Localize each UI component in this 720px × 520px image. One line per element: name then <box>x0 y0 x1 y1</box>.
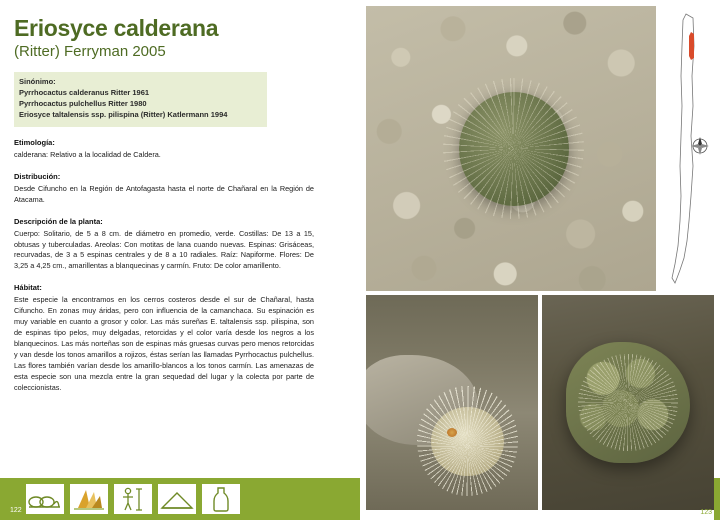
synonym-heading: Sinónimo: <box>19 77 56 87</box>
page-title: Eriosyce calderana <box>14 15 219 41</box>
right-footer-accent <box>714 478 720 520</box>
cactus-spines <box>443 78 584 219</box>
section-distribucion <box>14 172 346 206</box>
section-body: Desde Cifuncho en la Región de Antofagasta hasta el norte de Chañaral en la Región de Atacama. <box>14 183 314 204</box>
title-authority: (Ritter) Ferryman 2005 <box>14 43 166 61</box>
section-heading: Etimología: <box>14 137 55 147</box>
bottom-right-plant-photo <box>542 295 714 510</box>
section-heading: Distribución: <box>14 171 61 181</box>
main-habitat-photo <box>366 6 656 291</box>
page-number-left: 122 <box>10 507 22 514</box>
section-body: Cuerpo: Solitario, de 5 a 8 cm. de diámetro en promedio, verde. Costillas: De 13 a 15, obtusas y tuberculadas. Areolas: Con motitas de lana cuando nuevas. Espinas: Grisáceas, recurvadas, de 3 a 5 espinas centrales y de 8 a 10 radiales. Raíz: Napiforme. Flores: De 3,25 a 4,25 cm., amarillentas a blanquecinas y carmín. Fruto: De color amarillento. <box>14 228 314 271</box>
section-body: Este especie la encontramos en los cerros costeros desde el sur de Chañaral, hasta Cifuncho. En zonas muy áridas, pero con influencia de la camanchaca. Su espinación es muy variable en cuanto a grosor y color. Las más sureñas E. taltalensis ssp. pilispina, son de espinas tipo pelos, muy delgadas, retorcidas y el color varía desde los negros a los blanquecinos. Las más norteñas son de espinas más gruesas curvas pero menos retorcidas y van desde los tonos amarillos a rojizos, éstas serían las llamadas Pyrrhocactus pulchellus. Las flores también varían desde los amarillo-blancos a los tonos carmín. Las amenazas de esta especie son una mezcla entre la gran sequedad del lugar y la colecta por parte de coleccionistas. <box>14 295 314 392</box>
section-heading: Descripción de la planta: <box>14 216 103 226</box>
left-footer-bar <box>0 478 360 520</box>
synonym-block <box>14 72 267 127</box>
synonym-item: Eriosyce taltalensis ssp. pilispina (Ritter) Katlermann 1994 <box>19 109 228 119</box>
section-descripcion <box>14 217 346 273</box>
page-number-right: 123 <box>700 509 712 516</box>
cactus-clump <box>566 342 690 462</box>
hairy-cactus <box>431 407 503 476</box>
section-body: calderana: Relativo a la localidad de Caldera. <box>14 149 161 159</box>
cactus-plant <box>459 92 569 206</box>
flower-icon <box>70 484 108 514</box>
human-scale-icon <box>114 484 152 514</box>
section-etimologia <box>14 138 346 161</box>
soil-mound-icon <box>158 484 196 514</box>
footer-icon-strip <box>26 484 240 514</box>
bottle-icon <box>202 484 240 514</box>
bottom-left-plant-photo <box>366 295 538 510</box>
cactus-spines <box>578 354 677 450</box>
section-habitat <box>14 283 346 393</box>
habitat-rocks-icon <box>26 484 64 514</box>
synonym-item: Pyrrhocactus pulchellus Ritter 1980 <box>19 99 147 109</box>
left-page-content <box>14 0 346 520</box>
section-heading: Hábitat: <box>14 283 42 293</box>
synonym-item: Pyrrhocactus calderanus Ritter 1961 <box>19 88 150 98</box>
right-page <box>360 0 720 520</box>
cactus-hairs <box>417 386 518 496</box>
chile-distribution-map <box>660 6 714 291</box>
